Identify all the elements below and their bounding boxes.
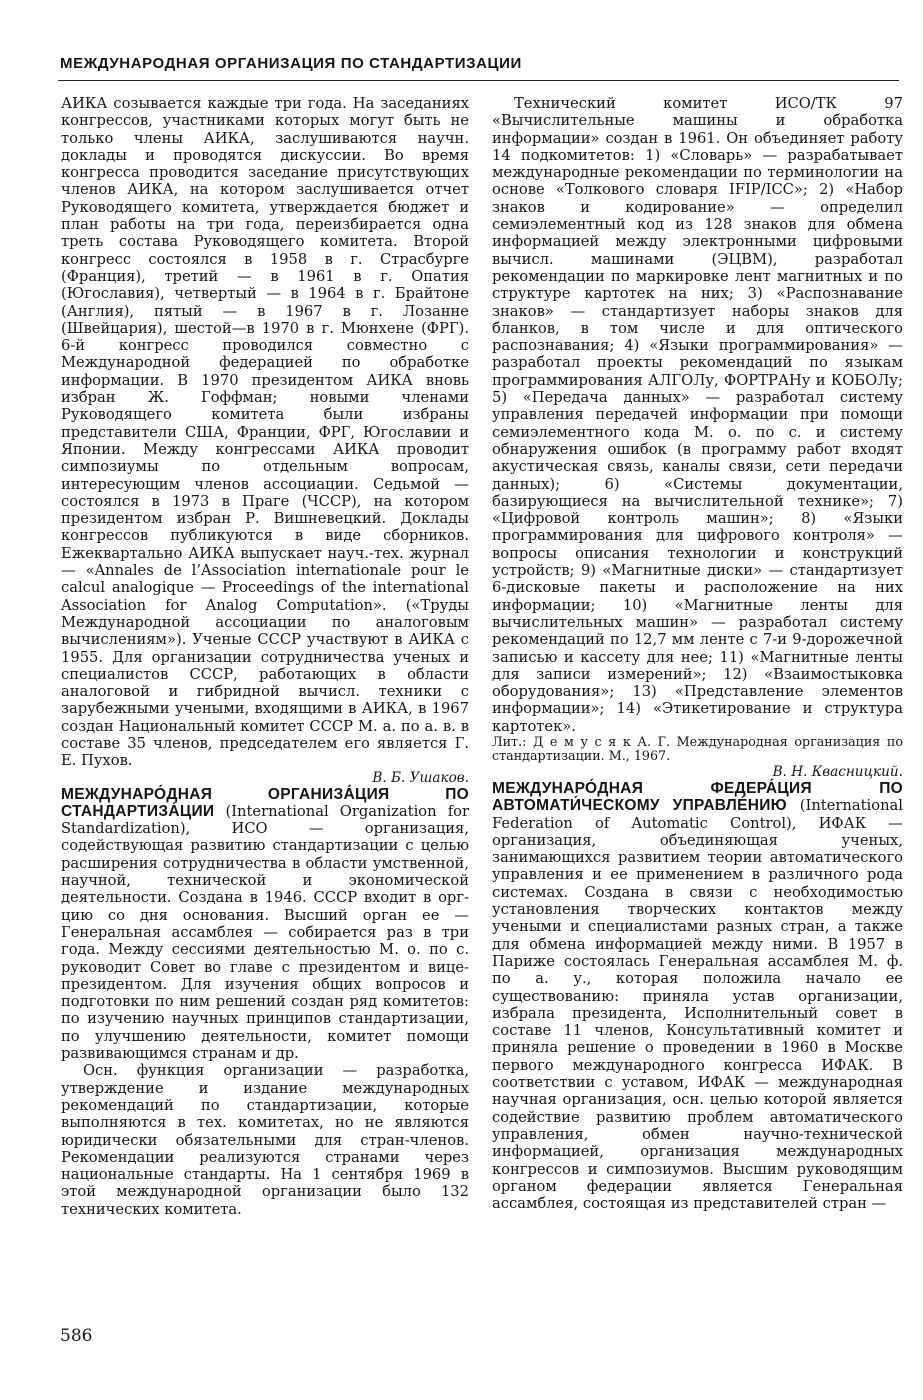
right-column [492, 95, 903, 1212]
article-heading: МЕЖДУНАРО́ДНАЯ ФЕДЕРА́ЦИЯ ПО АВТОМАТИ́ЧЕСКОМУ УПРАВЛЕ́НИЮ [492, 779, 903, 815]
left-column [61, 95, 469, 1218]
article-body: (International Organization for Standardization), ИСО — организация, содействующая развитию стандартизации с целью расширения сотрудничества в области умственной, научной, технической и экономической деятельности. Создана в 1946. СССР входит в орг-цию со дня основания. Высший орган ее — Генеральная ассамблея — собирается раз в три года. Между сессиями деятельностью М. о. по с. руководит Совет во главе с президентом и вице-президентом. Для изучения общих вопросов и подготовки по ним решений создан ряд комитетов: по изучению научных принципов стандартизации, по улучшению деятельности, комитет помощи развивающимся странам и др. [61, 802, 469, 1063]
literature-note: Лит.: Д е м у с я к А. Г. Международная организация по стандартизации. М., 1967. [492, 733, 903, 764]
header-rule [58, 80, 899, 81]
tc97-paragraph: Технический комитет ИСО/ТК 97 «Вычислительные машины и обработка информации» создан в 1961. Он объединяет работу 14 подкомитетов: 1) «Словарь» — разрабатывает международные рекомендации по терминологии на основе «Толкового словаря IFIP/ICC»; 2) «Набор знаков и кодирование» — определил семиэлементный код из 128 знаков для обмена информацией между электронными цифровыми вычисл. машинами (ЭЦВМ), разработал рекомендации по маркировке лент магнитных и по структуре картотек на них; 3) «Распознавание знаков» — стандартизует наборы знаков для бланков, в том числе и для оптического распознавания; 4) «Языки программирования» — разработал проекты рекомендаций по языкам программирования АЛГОЛу, ФОРТРАНу и КОБОЛу; 5) «Передача данных» — разработал систему управления передачей информации при помощи семиэлементного кода М. о. по с. и систему обнаружения ошибок (в программу работ входят акустическая связь, каналы связи, сети передачи данных); 6) «Системы документации, базирующиеся на вычислительной технике»; 7) «Цифровой контроль машин»; 8) «Языки программирования для цифрового контроля» — вопросы описания технологии и конструкций устройств; 9) «Магнитные диски» — стандартизует 6-дисковые пакеты и расположение на них информации; 10) «Магнитные ленты для вычислительных машин» — разработал систему рекомендаций по 12,7 мм ленте с 7-и 9-дорожечной записью и кассету для нее; 11) «Магнитные ленты для записи измерений»; 12) «Взаимостыковка оборудования»; 13) «Представление элементов информации»; 14) «Этикетирование и структура картотек». [492, 95, 903, 735]
page-number: 586 [60, 1326, 93, 1346]
author-signature: В. Б. Ушаков. [372, 769, 469, 786]
ifac-article [492, 780, 903, 1212]
aika-paragraph: АИКА созывается каждые три года. На заседаниях конгрессов, участниками которых могут быть не только члены АИКА, заслушиваются научн. доклады и проводятся дискуссии. Во время конгресса проводится заседание присутствующих членов АИКА, на котором заслушивается отчет Руководящего комитета, утверждается бюджет и план работы на три года, переизбирается одна треть состава Руководящего комитета. Второй конгресс состоялся в 1958 в г. Страсбурге (Франция), третий — в 1961 в г. Опатия (Югославия), четвертый — в 1964 в г. Брайтоне (Англия), пятый — в 1967 в г. Лозанне (Швейцария), шестой—в 1970 в г. Мюнхене (ФРГ). 6-й конгресс проводился совместно с Международной федерацией по обработке информации. В 1970 президентом АИКА вновь избран Ж. Гоффман; новыми членами Руководящего комитета были избраны представители США, Франции, ФРГ, Югославии и Японии. Между конгрессами АИКА проводит симпозиумы по отдельным вопросам, интересующим членов ассоциации. Седьмой — состоялся в 1973 в Праге (ЧССР), на котором президентом избран Р. Вишневецкий. Доклады конгрессов публикуются в виде сборников. Ежеквартально АИКА выпускает науч.-тех. журнал — «Annales de l’Association internationale pour le calcul analogique — Proceedings of the international Association for Analog Computation». («Труды Международной ассоциации по аналоговым вычислениям»). Ученые СССР участвуют в АИКА с 1955. Для организации сотрудничества ученых и специалистов СССР, работающих в области аналоговой и гибридной вычисл. техники с зарубежными учеными, входящими в АИКА, в 1967 создан Национальный комитет СССР М. а. по а. в. в составе 35 членов, председателем его является Г. Е. Пухов. [61, 95, 469, 770]
article-body: (International Federation of Automatic Control), ИФАК — организация, объединяющая ученых, занимающихся развитием теории автоматического управления и ее применением в различного рода системах. Создана в связи с необходимостью установления творческих контактов между учеными и специалистами разных стран, а также для обмена информацией между ними. В 1957 в Париже состоялась Генеральная ассамблея М. ф. по а. у., которая положила начало ее существованию: приняла устав организации, избрала президента, Исполнительный совет в составе 11 членов, Консультативный комитет и приняла решение о проведении в 1960 в Москве первого международного конгресса ИФАК. В соответствии с уставом, ИФАК — международная научная организация, осн. целью которой является содействие развитию проблем автоматического управления, обмен научно-технической информацией, организация международных конгрессов и симпозиумов. Высшим руководящим органом федерации является Генеральная ассамблея, состоящая из представителей стран — [492, 797, 903, 1213]
running-header: МЕЖДУНАРОДНАЯ ОРГАНИЗАЦИЯ ПО СТАНДАРТИЗАЦИИ [60, 55, 522, 72]
article-heading: МЕЖДУНАРО́ДНАЯ ОРГАНИЗА́ЦИЯ ПО СТАНДАРТИЗА́ЦИИ [61, 785, 469, 820]
author-signature: В. Н. Квасницкий. [772, 763, 903, 780]
iso-article [61, 786, 469, 1063]
iso-functions-paragraph: Осн. функция организации — разработка, утверждение и издание международных рекомендаций по стандартизации, которые выполняются в тех. комитетах, но не являются юридически обязательными для стран-членов. Рекомендации реализуются странами через национальные стандарты. На 1 сентября 1969 в этой международной организации было 132 технических комитета. [61, 1062, 469, 1218]
